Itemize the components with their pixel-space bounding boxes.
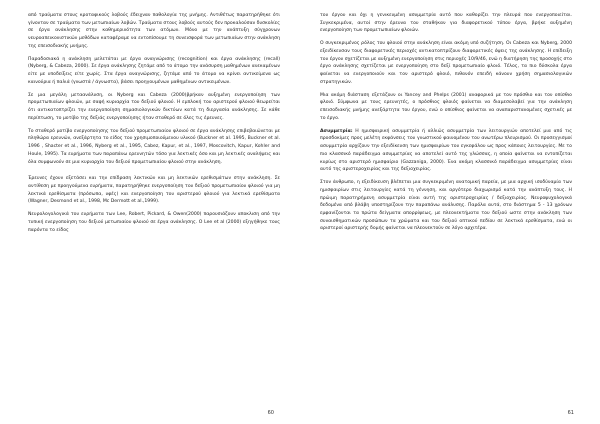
paragraph: Στον άνθρωπο, η εξειδίκευση βλέπεται μια συγκεκριμένη ανατομική παρεία, με μια αρχική ισοδύναμία των ημισφαιρίων στις λειτουργίες κατά τη γέννηση, και αργότερο διαχωρισμό κατά την ανάπτυξη τους. Η πρώιμη παρατηρήμενη ασυμμετρία είναι αυτή της αριστεροχειρίας / δεξιοχειρίας. Νευροψυχολογικά δεδομένα από βλάβη υποστηρίζουν την παραπάνω ανάλυσης. Παρόλα αυτά, στο διάστημα 5 - 13 χρόνων εμφανίζονται τα πρώτα δείγματα απορρίψεως, με πλεονεκτήματα του δεξιού ωστε στην ανάκληση των συναισθηματικών προσώπων τα χρώματα και του δεξιού οπτικού πεδίου σε λεκτικά ερεθίσματα, ενώ οι αριστεροί αριστερής δομής φαίνεται να πλεονεκτούν σε λόγο αρχιτέρα. (320, 180, 572, 232)
left-page-text (28, 12, 280, 234)
paragraph: Το σταθερό μοτίβο ενεργοποίησης του δεξιού προμετωπιαίου φλοιού σε έργα ανάκλησης επιβεβαιώνεται με πληθώρα ερευνών, ανεξάρτητα το είδος του χρησιμοποιούμενου υλικού (Buckner et al. 1995, Buckner et al. 1996 , Shacter et al., 1996, Nyberg et al., 1995, Cabez, Kapur, et al., 1997, Moscovitch, Kapur, Kohler and Houle, 1995). Τα ευρήματα των παραπάνω ερευνητών τόσο για λεκτικές όσο και μη λεκτικές αναλήψεις και όλα συμφωνούν σε μια κυριαρχία του δεξιού προμετωπιαίου φλοιού στην ανάκληση. (28, 128, 280, 165)
paragraph: Ο συγκεκριμένος ρόλος του φλοιού στην ανάκληση είναι ακόμη υπό συζήτηση. Οι Cabeza και Nyberg, 2000 εξειδίκευσαν τους διαφορετικές περιοχές αντικατοπτρίζουν διαφορετικές όψεις της ανάκλησης. Η επίδειξη του έργου σχετίζεται με αυξημένη ενεργοποίηση στις περιοχές 10/9/46, ενώ η διατήρηση της προσοχής στο έργο ανάκλησης σχετίζεται με ενεργοποίηση στο δεξί προμετωπιαίο φλοιό. Τέλος, τα πιο δύσκολα έργα φαίνεται να ενεργοποιούν και τον αριστερό φλοιό, πιθανόν επειδή κάνουν χρήση σημασιολογικών στρατηγικών. (320, 41, 572, 85)
paragraph: του έργου και όχι η γενικευμένη ασυμμετρία αυτό που καθορίζει την πλευρά που ενεργοποιείται. Συγκεκριμένα, αυτοί στην έρευνα του σταθήκαν για διαφορετικού τύπου έργα, βρήκε αυξημένη ενεργοποίηση των προμετωπιαίων φλοιών. (320, 13, 572, 34)
paragraph: Μια ακόμη διάσταση εξετάζουν οι Yancey and Phelps (2001) αναφορικά με τον πρόσθιο και τον οπίσθιο φλοιό. Σύμφωνα με τους ερευνητές, ο πρόσθιος φλοιός φαίνεται να διαμεσολαβεί για την ανάκληση επεισοδιακής μνήμης ανεξάρτητα του έργου, ενώ ο οπίσθιος φαίνεται να αναπαριστανομένες σχετικές με το έργο. (320, 92, 572, 121)
page-number: 60 (267, 410, 274, 416)
paragraph (320, 128, 572, 174)
section-label: Ασυμμετρία: (320, 128, 353, 134)
right-page (300, 0, 600, 424)
paragraph-body: Η ημισφαιρική ασυμμετρία ή αλλιώς ασυμμετρία των λειτουργιών αποτελεί μια από τις προσδοκίμες προς μελέτη εκφάνσεις του γνωστικού φαινομένου του ανωτέρω πλευρισμού. Οι προσεγγισμοί ασυμμετρία αρχίζουν την εξειδίκευση των ημισφαιρίων του εγκεφάλου ως προς κάποιες λειτουργίες. Με το πιο κλασσικό παράδειγμα ασυμμετρίας να αποτελεί αυτό της γλώσσας, η οποία φαίνεται να εντοπίζεται κυρίως στο αριστερό ημισφαίριο (Gazzaniga, 2000). Ένα ακόμη κλασσικό παράδειγμα ασυμμετρίας είναι αυτό της αριστεροχειρίας και της δεξιοχειρίας. (320, 128, 572, 173)
paragraph: Νευρολογολογικά του ευρήματα των Lee, Robert, Pickard, & Owen(2000) παρουσιάζουν αποκλιση από την τυπική ενεργοποίηση του δεξιού μετωπιαίου φλοιού σε έργα ανάκλησης. Ο Lee et al (2000) εξηγήθηκε τους παρόντα το είδος (28, 212, 280, 233)
paragraph: Παραδοσιακά η ανάκληση μελετάται με έργα αναγνώρισης (recognition) και έργα ανάκλησης (recall) (Nyberg, & Cabeza, 2000). Σε έργα ανάκλησης ζητάμε από το άτομο την ανάσυρση μαθημένων ανεκαμένων είτε με υποδείξεις είτε χωρίς. Στα έργα αναγνώρισης, ζητάμε από το άτομο να κρίνει αντικείμενα ως καινούρια ή παλιά (γνωστά / άγνωστα), βάσει προηγουμένων μαθημένων αντικειμένων. (28, 56, 280, 85)
page-number: 61 (567, 410, 574, 416)
paragraph: από τραύματα στους κροταφικούς λοβούς έδειχναν παθολογία της μνήμης. Αντιθέτως παρατηρήθηκε ότι γίνονταν σε τραύματα των μετωπιαίων λοβών. Τραύματα στους λοβούς αυτούς δεν προκαλούσαν δυσκολίες σε έργα ανάκλησης στην καθημερινότητα των ατόμων. Μόνο με την ανάπτυξη σύγχρονων νευροαπεικονιστικών μεθόδων καταφέραμε να εντοπίσουμε τη συνεισφορά των μετωπιαίων στην ανάκληση της επεισοδιακής μνήμης. (28, 13, 280, 49)
right-page-text (320, 12, 572, 233)
paragraph: Έρευνες έχουν εξετάσει και την επίδραση λεκτικών και μη λεκτικών ερεθισμάτων στην ανάκληση. Σε αντίθεση με προηγούμενα ευρήματα, παρατηρήθηκε ενεργοποίηση του δεξιού προμετωπιαίου φλοιού για μη λεκτικά ερεθίσματα (πρόσωπα, υφές) και ενεργοποίηση του αριστερού φλοιού για λεκτικά ερεθίσματα (Wagner, Desmond et al., 1998, Mc Dermott et al.,1999). (28, 176, 280, 205)
paragraph: Σε μια μεγάλη μεταανάλυση, οι Nyberg και Cabeza (2000)βρήκαν αυξημένη ενεργοποίηση των προμετωπιαίων φλοιών, με σαφή κυριαρχία του δεξιού φλοιού. Η εμπλοκή του αριστερού φλοιού θεωρείται ότι αντικατοπτρίζει την ενεργοποίηση σημασιολογικών δικτύων κατά τη διεργασία ανάκλησης. Σε κάθε περίπτωση, το μοτίβο της δεξιάς ενεργοποίησης ήταν σταθερό σε όλες τις έρευνες. (28, 92, 280, 121)
